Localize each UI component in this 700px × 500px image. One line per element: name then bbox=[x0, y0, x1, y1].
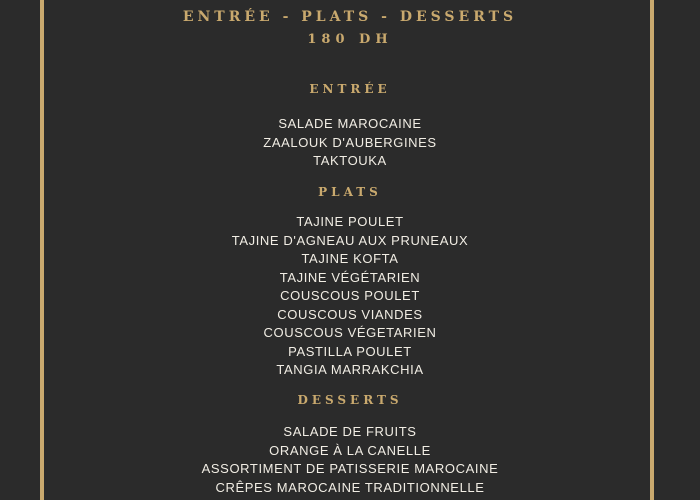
list-item: ORANGE À LA CANELLE bbox=[269, 442, 431, 458]
list-item: TAJINE POULET bbox=[296, 214, 404, 229]
list-item: TAKTOUKA bbox=[313, 153, 387, 168]
list-item: CRÊPES MAROCAINE TRADITIONNELLE bbox=[215, 479, 485, 495]
list-item: SALADE MAROCAINE bbox=[278, 116, 422, 131]
list-item: COUSCOUS VÉGETARIEN bbox=[263, 325, 437, 340]
desserts-list bbox=[0, 423, 700, 497]
list-item: COUSCOUS VIANDES bbox=[277, 306, 423, 322]
menu-price: 180 DH bbox=[307, 32, 393, 47]
list-item: ZAALOUK D'AUBERGINES bbox=[263, 134, 437, 150]
list-item: ASSORTIMENT DE PATISSERIE MAROCAINE bbox=[201, 461, 499, 476]
list-item: TANGIA MARRAKCHIA bbox=[276, 362, 424, 377]
list-item: TAJINE KOFTA bbox=[301, 251, 399, 266]
list-item: PASTILLA POULET bbox=[288, 343, 412, 359]
list-item: TAJINE D'AGNEAU AUX PRUNEAUX bbox=[231, 232, 469, 248]
list-item: COUSCOUS POULET bbox=[280, 288, 420, 303]
plats-list bbox=[0, 213, 700, 380]
section-title-plats: PLATS bbox=[318, 185, 382, 199]
entree-list bbox=[0, 115, 700, 171]
section-title-entree: ENTRÉE bbox=[309, 82, 391, 96]
section-title-desserts: DESSERTS bbox=[297, 393, 403, 407]
list-item: SALADE DE FRUITS bbox=[283, 424, 417, 439]
list-item: TAJINE VÉGÉTARIEN bbox=[279, 269, 421, 285]
menu-courses-heading: ENTRÉE - PLATS - DESSERTS bbox=[182, 9, 518, 25]
